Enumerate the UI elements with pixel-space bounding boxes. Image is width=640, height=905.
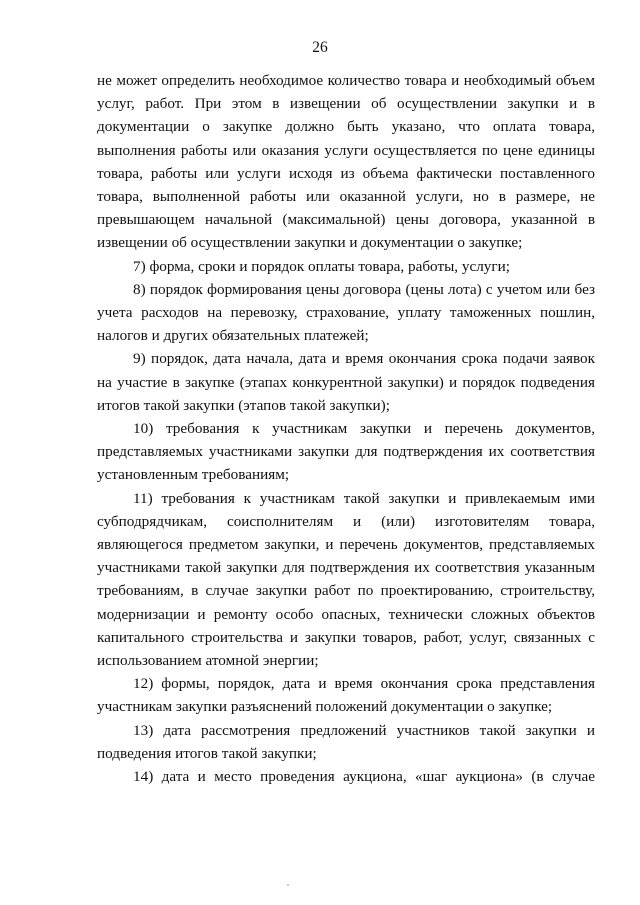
paragraph-item-11: 11) требования к участникам такой закупки и привлекаемым ими субподрядчикам, соисполнителям и (или) изготовителям товара, являющегося предметом закупки, и перечень документов, представляемых участниками такой закупки для подтверждения их соответствия указанным требованиям, в случае закупки работ по проектированию, строительству, модернизации и ремонту особо опасных, технически сложных объектов капитального строительства и закупки товаров, работ, услуг, связанных с использованием атомной энергии;	[97, 489, 595, 670]
document-body	[97, 69, 595, 788]
paragraph-item-13: 13) дата рассмотрения предложений участников такой закупки и подведения итогов такой закупки;	[97, 721, 595, 762]
paragraph-item-7: 7) форма, сроки и порядок оплаты товара, работы, услуги;	[133, 257, 510, 275]
scan-speck	[287, 884, 289, 886]
paragraph-item-8: 8) порядок формирования цены договора (цены лота) с учетом или без учета расходов на перевозку, страхование, уплату таможенных пошлин, налогов и других обязательных платежей;	[97, 280, 595, 345]
page-number: 26	[312, 39, 328, 56]
paragraph-continuation: не может определить необходимое количество товара и необходимый объем услуг, работ. При этом в извещении об осуществлении закупки и в документации о закупке должно быть указано, что оплата товара, выполнения работы или оказания услуги осуществляется по цене единицы товара, работы или услуги исходя из объема фактически поставленного товара, выполненной работы или оказанной услуги, но в размере, не превышающем начальной (максимальной) цены договора, указанной в извещении об осуществлении закупки и документации о закупке;	[97, 72, 595, 252]
paragraph-item-9: 9) порядок, дата начала, дата и время окончания срока подачи заявок на участие в закупке (этапах конкурентной закупки) и порядок подведения итогов такой закупки (этапов такой закупки);	[97, 350, 595, 414]
paragraph-item-14: 14) дата и место проведения аукциона, «шаг аукциона» (в случае	[133, 768, 595, 786]
paragraph-item-10: 10) требования к участникам закупки и перечень документов, представляемых участниками закупки для подтверждения их соответствия установленным требованиям;	[97, 420, 595, 484]
paragraph-item-12: 12) формы, порядок, дата и время окончания срока представления участникам закупки разъяснений положений документации о закупке;	[97, 675, 595, 716]
